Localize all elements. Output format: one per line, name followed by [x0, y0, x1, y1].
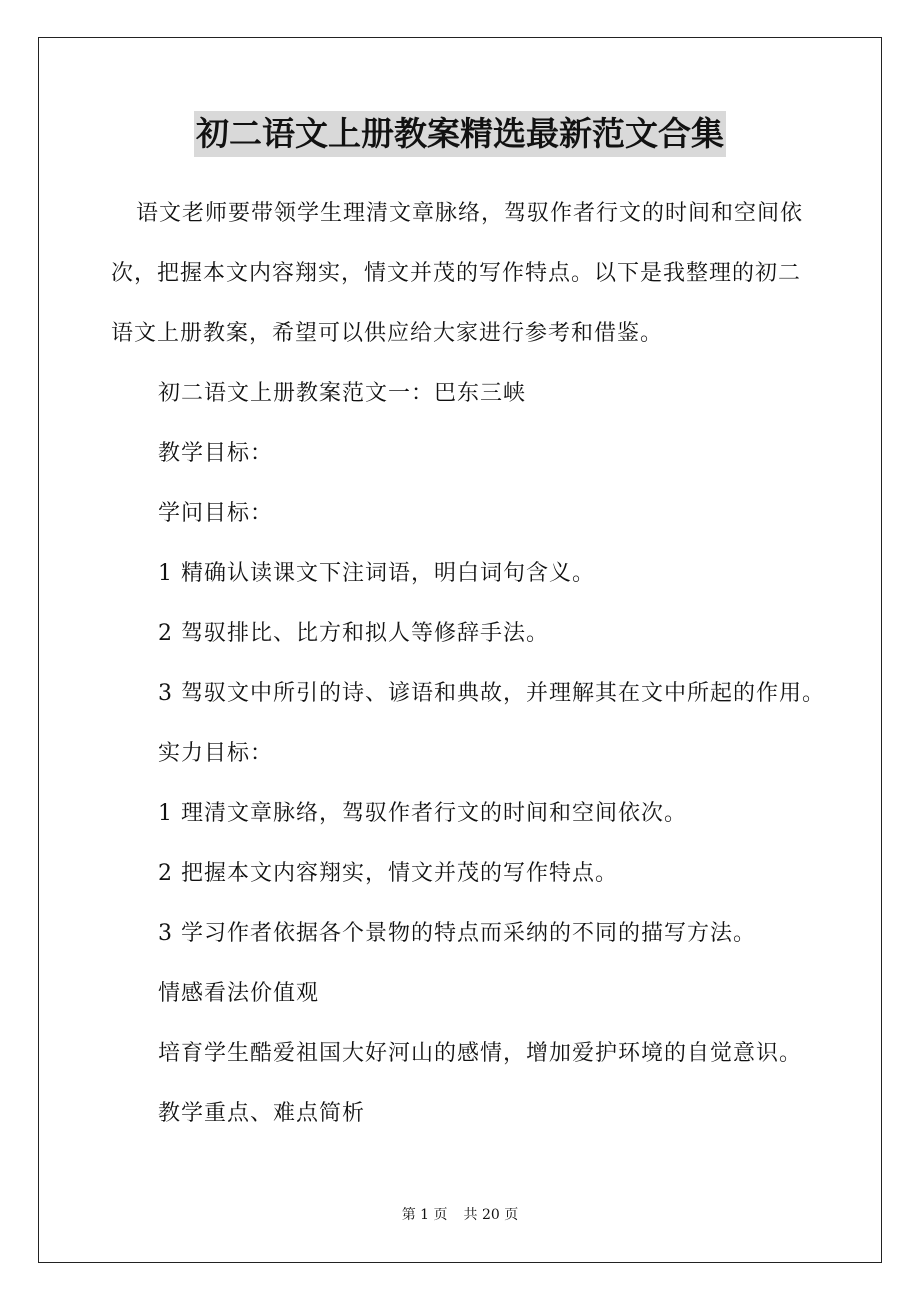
page-number: 第 1 页 [401, 1207, 448, 1223]
title-container [0, 111, 920, 157]
text-line: 情感看法价值观 [158, 981, 320, 1006]
text-line: 学问目标： [158, 501, 274, 526]
list-item: 3 驾驭文中所引的诗、谚语和典故，并理解其在文中所起的作用。 [158, 681, 825, 706]
intro-line: 语文老师要带领学生理清文章脉络，驾驭作者行文的时间和空间依 [136, 201, 804, 226]
list-item: 2 把握本文内容翔实，情文并茂的写作特点。 [158, 861, 618, 886]
list-item: 2 驾驭排比、比方和拟人等修辞手法。 [158, 621, 549, 646]
list-item: 1 理清文章脉络，驾驭作者行文的时间和空间依次。 [158, 801, 687, 826]
document-title: 初二语文上册教案精选最新范文合集 [194, 111, 726, 157]
intro-line: 次，把握本文内容翔实，情文并茂的写作特点。以下是我整理的初二 [111, 261, 802, 286]
text-line: 实力目标： [158, 741, 274, 766]
text-line: 培育学生酷爱祖国大好河山的感情，增加爱护环境的自觉意识。 [158, 1041, 803, 1066]
text-line: 教学目标： [158, 441, 274, 466]
intro-line: 语文上册教案，希望可以供应给大家进行参考和借鉴。 [111, 321, 664, 346]
list-item: 3 学习作者依据各个景物的特点而采纳的不同的描写方法。 [158, 921, 756, 946]
page-total: 共 20 页 [463, 1207, 519, 1223]
list-item: 1 精确认读课文下注词语，明白词句含义。 [158, 561, 595, 586]
page-footer [0, 1206, 920, 1224]
text-line: 教学重点、难点简析 [158, 1101, 366, 1126]
section-heading: 初二语文上册教案范文一：巴东三峡 [158, 381, 527, 406]
